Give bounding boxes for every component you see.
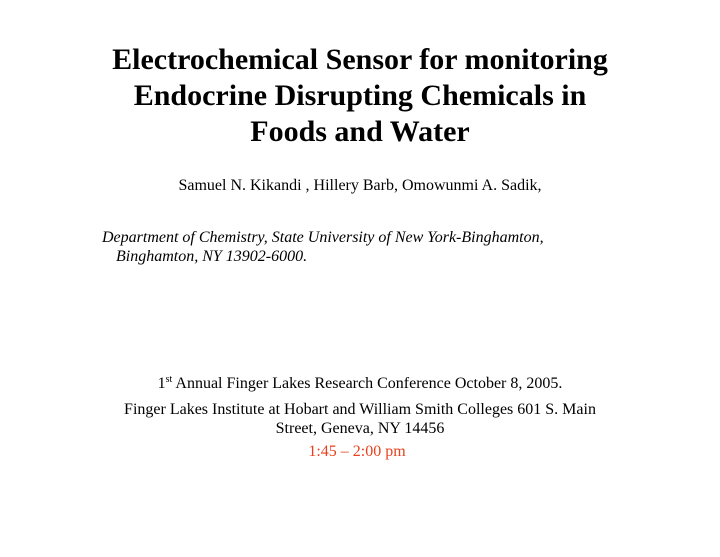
venue-line-1: Finger Lakes Institute at Hobart and William Smith Colleges 601 S. Main [124, 401, 596, 418]
affiliation-line-1: Department of Chemistry, State University of New York-Binghamton, [102, 229, 544, 246]
slide-title [40, 42, 680, 150]
conference-ordinal-suffix: st [165, 374, 173, 385]
conference-info [0, 374, 720, 394]
conference-ordinal-number: 1 [157, 375, 166, 392]
session-time: 1:45 – 2:00 pm [308, 443, 406, 460]
title-line-3: Foods and Water [250, 115, 470, 148]
conference-text: Annual Finger Lakes Research Conference October 8, 2005. [172, 375, 563, 392]
author-list: Samuel N. Kikandi , Hillery Barb, Omowunmi A. Sadik, [178, 177, 542, 194]
title-line-1: Electrochemical Sensor for monitoring [112, 43, 608, 76]
venue-line-2: Street, Geneva, NY 14456 [275, 420, 445, 437]
title-line-2: Endocrine Disrupting Chemicals in [133, 79, 587, 112]
affiliation-line-2: Binghamton, NY 13902-6000. [116, 248, 308, 265]
venue-info [80, 400, 640, 438]
affiliation [102, 228, 662, 266]
